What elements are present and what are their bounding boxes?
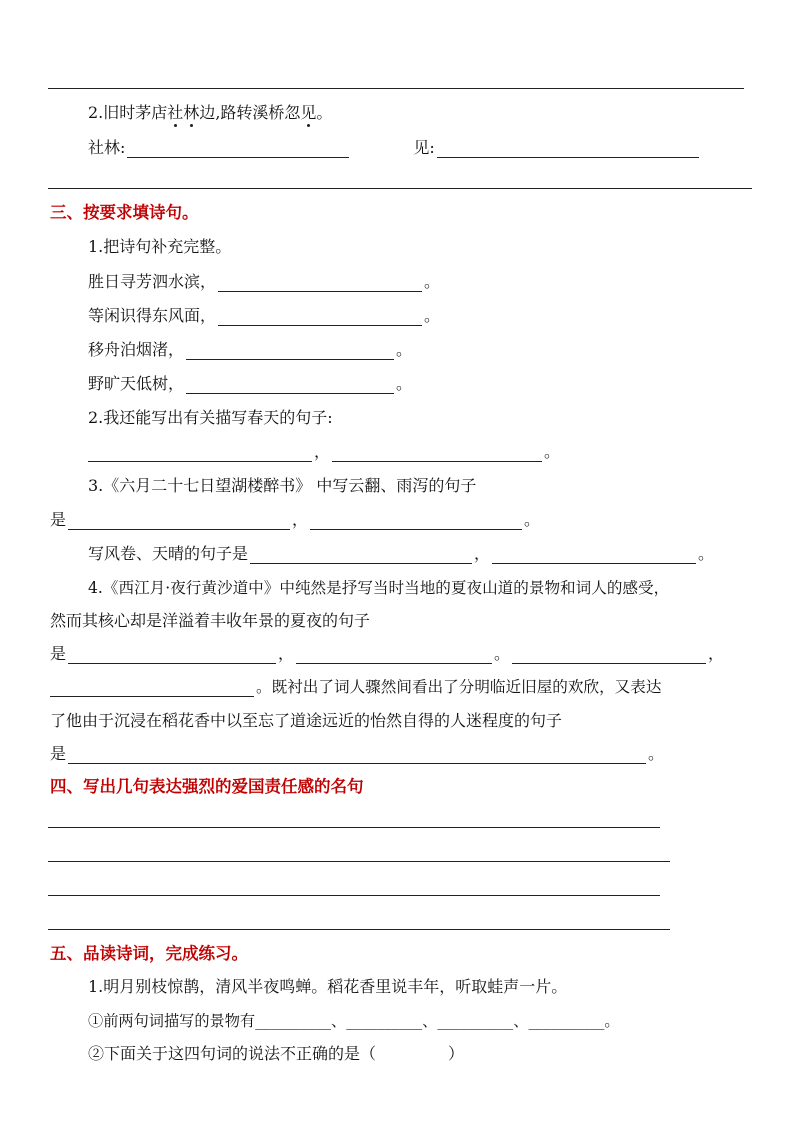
fill-line-2: 等闲识得东风面， 。 — [88, 306, 441, 325]
fill-line-1: 胜日寻芳泗水滨， 。 — [88, 272, 441, 291]
answer-blank[interactable] — [512, 646, 706, 664]
section-5-heading: 五、品读诗词，完成练习。 — [50, 944, 248, 963]
answer-blank[interactable] — [68, 512, 290, 530]
question-3-4-cont: 然而其核心却是洋溢着丰收年景的夏夜的句子 — [50, 611, 371, 630]
fill-line-3: 移舟泊烟渚， 。 — [88, 340, 413, 359]
answer-line — [48, 895, 660, 896]
question-3-4-end: 了他由于沉浸在稻花香中以至忘了道途远近的怡然自得的人迷程度的句子 — [50, 711, 563, 730]
answer-blank[interactable] — [186, 376, 394, 394]
label-jian: 见: — [413, 138, 435, 157]
question-text: 。 — [316, 103, 333, 122]
answer-blank[interactable] — [332, 444, 542, 462]
question-2-2 — [88, 103, 332, 123]
label-she-lin: 社林: — [88, 138, 126, 157]
q3-answer-row: 是 ， 。 — [50, 510, 541, 529]
answer-line — [48, 861, 670, 862]
answer-blank[interactable] — [296, 646, 492, 664]
dotted-char: 林 — [183, 103, 200, 122]
answer-blank[interactable] — [186, 342, 394, 360]
answer-blank[interactable] — [68, 746, 646, 764]
answer-blank[interactable] — [88, 444, 312, 462]
question-3-4: 4.《西江月·夜行黄沙道中》中纯然是抒写当时当地的夏夜山道的景物和词人的感受， — [88, 579, 670, 597]
poem-line: 移舟泊烟渚， — [88, 340, 185, 359]
q4-answer-row-2: 。既衬出了词人骤然间看出了分明临近旧屋的欢欣，又表达 — [48, 677, 661, 697]
dotted-char: 见 — [300, 103, 317, 122]
fill-line-4: 野旷天低树， 。 — [88, 374, 413, 393]
q4-answer-row-1: 是 ， 。 ， — [50, 644, 725, 663]
sub-question-2: ②下面关于这四句词的说法不正确的是（ ） — [88, 1044, 465, 1063]
answer-blank[interactable] — [127, 140, 349, 158]
poem-line: 胜日寻芳泗水滨， — [88, 272, 217, 291]
poem-line: 等闲识得东风面， — [88, 306, 217, 325]
answer-line — [48, 188, 752, 189]
answer-line — [48, 827, 660, 828]
question-text: 2.旧时茅店 — [88, 103, 168, 122]
question-3-2: 2.我还能写出有关描写春天的句子: — [88, 408, 333, 427]
sub-question-1: ①前两句词描写的景物有__________、__________、__________、__________。 — [88, 1012, 620, 1030]
answer-blank[interactable] — [50, 679, 254, 697]
poem-text: 1.明月别枝惊鹊，清风半夜鸣蝉。稻花香里说丰年，听取蛙声一片。 — [88, 977, 568, 996]
answer-blank[interactable] — [218, 274, 422, 292]
section-3-heading: 三、按要求填诗句。 — [50, 203, 199, 222]
choice-blank[interactable] — [378, 1047, 446, 1064]
spring-lines-row: ， 。 — [86, 442, 560, 462]
section-4-heading: 四、写出几句表达强烈的爱国责任感的名句 — [50, 777, 364, 796]
answer-blank[interactable] — [437, 140, 699, 158]
answer-blank[interactable] — [492, 546, 696, 564]
answer-blank[interactable] — [218, 308, 422, 326]
answer-line — [48, 929, 670, 930]
question-3-1: 1.把诗句补充完整。 — [88, 237, 232, 256]
q4-answer-row-3: 是 。 — [50, 744, 665, 763]
answer-blank[interactable] — [310, 512, 522, 530]
dotted-char: 社 — [167, 103, 184, 122]
answer-blank[interactable] — [250, 546, 472, 564]
answer-blank[interactable] — [68, 646, 276, 664]
poem-line: 野旷天低树， — [88, 374, 185, 393]
question-3-3: 3.《六月二十七日望湖楼醉书》 中写云翻、雨泻的句子 — [88, 476, 477, 495]
q3-b-row: 写风卷、天晴的句子是 ， 。 — [88, 544, 715, 563]
answer-line — [48, 88, 744, 89]
question-text: 边,路转溪桥忽 — [199, 103, 301, 122]
word-explain-row — [88, 138, 701, 158]
